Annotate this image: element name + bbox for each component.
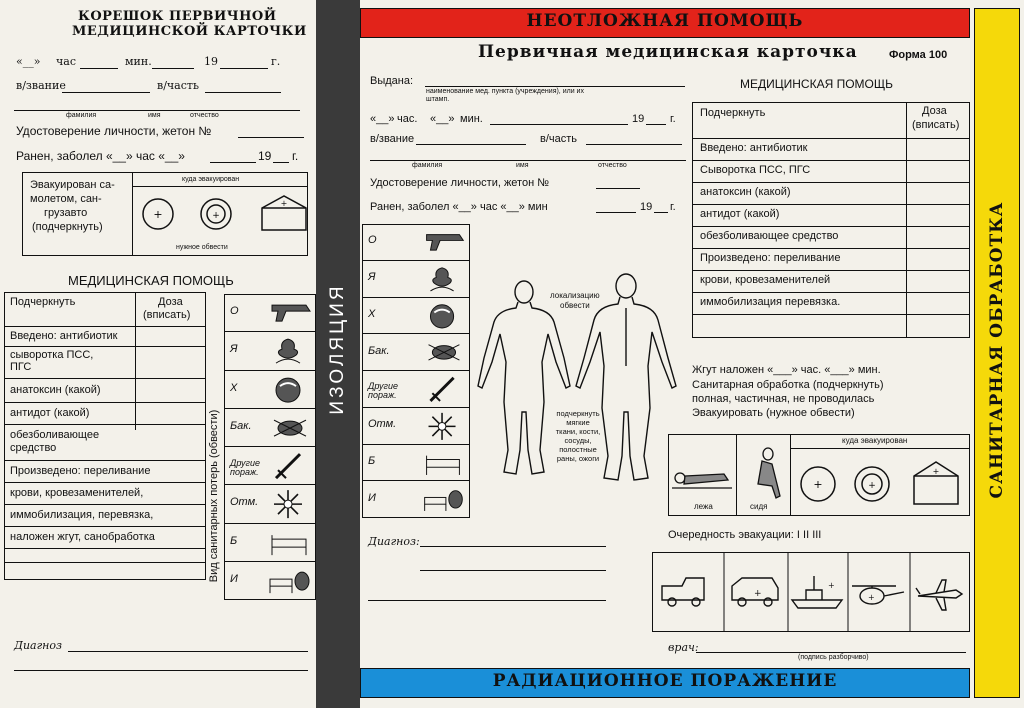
snowflake-icon[interactable]: [266, 486, 312, 522]
pistol-icon[interactable]: [420, 225, 466, 260]
stub-wounded-g: г.: [292, 149, 299, 163]
bed-icon[interactable]: [266, 525, 312, 561]
sanitary-label: САНИТАРНАЯ ОБРАБОТКА: [987, 201, 1007, 499]
bacteria-icon[interactable]: [266, 410, 312, 446]
mushroom-cloud-icon[interactable]: [266, 333, 312, 369]
tourniquet-label: Жгут наложен «___» час. «___» мин.: [692, 364, 881, 376]
stub-row-line-7: [4, 504, 206, 505]
card-label[interactable]: Х: [368, 307, 376, 320]
card-patronymic-label: отчество: [598, 162, 627, 169]
truck-icon[interactable]: [662, 578, 704, 606]
stub-produced-3[interactable]: иммобилизация, перевязка,: [10, 509, 154, 521]
card-med-row-line: [692, 226, 970, 227]
stub-label[interactable]: Отм.: [230, 496, 259, 509]
svg-text:+: +: [813, 478, 823, 491]
card-wounded-g: г.: [670, 201, 676, 213]
card-evac-where: куда эвакуирован: [842, 436, 908, 445]
card-hour-label: час.: [397, 113, 418, 125]
card-id-label: Удостоверение личности, жетон №: [370, 177, 550, 189]
svg-text:+: +: [868, 593, 875, 602]
stub-table-colline: [135, 292, 136, 430]
stub-name-line[interactable]: [14, 110, 300, 111]
card-med-col1: Подчеркнуть: [700, 107, 766, 119]
stub-row: [224, 599, 316, 600]
bed-skull-icon[interactable]: [420, 482, 466, 517]
stub-unit-label: в/часть: [157, 79, 199, 92]
stub-min-label: мин.: [125, 55, 152, 68]
card-row: [362, 444, 470, 445]
underline-note-line: раны, ожоги: [556, 454, 600, 463]
card-year-label: 19: [632, 113, 645, 125]
stub-diagnosis-label: Диагноз: [14, 639, 63, 652]
stub-col2-a: Доза: [158, 296, 183, 308]
underline-note-line: полостные: [559, 445, 597, 454]
sanitary-line-2: полная, частичная, не проводилась: [692, 393, 875, 405]
stub-unit-line[interactable]: [205, 92, 281, 93]
card-evac-icons: [668, 434, 970, 516]
lying-figure-icon[interactable]: [672, 473, 732, 488]
double-circle-plus-icon[interactable]: [201, 199, 231, 229]
double-circle-plus-icon[interactable]: [855, 467, 889, 501]
card-row: [362, 297, 470, 298]
stub-diagnosis-line-2[interactable]: [14, 670, 308, 671]
card-med-row[interactable]: анатоксин (какой): [700, 186, 791, 198]
stub-label[interactable]: О: [230, 305, 239, 318]
chemical-drop-icon[interactable]: [420, 299, 466, 334]
stub-row-line-9: [4, 548, 206, 549]
bacteria-icon[interactable]: [420, 335, 466, 370]
stub-evac-icons: [132, 186, 308, 244]
stub-col2-b: (вписать): [143, 309, 191, 321]
svg-text:+: +: [153, 208, 163, 221]
card-row: [362, 480, 470, 481]
card-med-row[interactable]: Сыворотка ПСС, ПГС: [700, 164, 811, 176]
card-lying-label: лежа: [694, 502, 713, 511]
stub-evac-text-1: Эвакуирован са-: [30, 179, 115, 191]
stub-row: [224, 370, 316, 371]
underline-note-line: подчеркнуть: [556, 409, 600, 418]
stub-wounded-year: 19: [258, 149, 272, 163]
stub-row-3[interactable]: анатоксин (какой): [10, 384, 101, 396]
stub-row-line-2: [4, 378, 206, 379]
stub-row-line-3: [4, 402, 206, 403]
stub-label[interactable]: И: [230, 572, 238, 585]
stub-row-1[interactable]: Введено: антибиотик: [10, 330, 118, 342]
card-wounded-year: 19: [640, 201, 653, 213]
stub-g-label: г.: [271, 55, 281, 68]
airplane-icon[interactable]: [916, 580, 962, 610]
card-med-row-line: [692, 270, 970, 271]
stub-row-4[interactable]: антидот (какой): [10, 407, 90, 419]
card-min-label: мин.: [460, 113, 483, 125]
card-med-row-line: [692, 314, 970, 315]
card-row: [362, 407, 470, 408]
card-surname-label: фамилия: [412, 162, 443, 169]
stub-wounded-line[interactable]: [210, 162, 256, 163]
stub-row: [224, 523, 316, 524]
stub-row: [224, 484, 316, 485]
stub-label[interactable]: Х: [230, 381, 238, 394]
snowflake-icon[interactable]: [420, 409, 466, 444]
stub-col1: Подчеркнуть: [10, 296, 76, 308]
svg-text:+: +: [754, 589, 762, 599]
card-wounded-year-line[interactable]: [654, 212, 668, 213]
card-g-label: г.: [670, 113, 676, 125]
stub-surname-label: фамилия: [66, 112, 97, 119]
card-med-row-line: [692, 292, 970, 293]
svg-text:+: +: [280, 199, 288, 208]
stub-row-2a[interactable]: сыворотка ПСС,: [10, 349, 94, 361]
card-form-number: Форма 100: [889, 49, 948, 61]
stub-row-line-6: [4, 482, 206, 483]
sanitary-line-1: Санитарная обработка (подчеркнуть): [692, 379, 884, 391]
stub-evac-text-3: грузавто: [44, 207, 88, 219]
svg-text:+: +: [932, 467, 940, 476]
stub-row-line-4: [4, 424, 206, 425]
stub-med-title: МЕДИЦИНСКАЯ ПОМОЩЬ: [68, 273, 234, 288]
stub-row: [224, 408, 316, 409]
stub-evac-text-4: (подчеркнуть): [32, 221, 103, 233]
circle-plus-icon[interactable]: [143, 199, 173, 229]
card-diagnosis-line[interactable]: [420, 546, 606, 547]
underline-note-line: мягкие: [566, 418, 590, 427]
dagger-icon[interactable]: [266, 448, 312, 484]
card-med-row[interactable]: обезболивающее средство: [700, 230, 839, 242]
card-label[interactable]: О: [368, 234, 377, 247]
card-row: [362, 260, 470, 261]
issued-line[interactable]: [425, 86, 685, 87]
issued-note-2: штамп.: [426, 96, 450, 103]
dagger-icon[interactable]: [420, 372, 466, 407]
card-med-row-line: [692, 160, 970, 161]
chemical-drop-icon[interactable]: [266, 372, 312, 408]
stub-loss-vertical: Вид санитарных потерь (обвести): [208, 409, 220, 583]
signature-note: (подпись разборчиво): [798, 654, 869, 661]
card-med-row[interactable]: Произведено: переливание: [700, 252, 841, 264]
doctor-label: врач:: [668, 641, 699, 654]
card-med-row[interactable]: антидот (какой): [700, 208, 780, 220]
stub-evac-need: нужное обвести: [176, 244, 228, 251]
ship-icon[interactable]: [792, 576, 842, 608]
card-title: Первичная медицинская карточка: [478, 42, 858, 62]
card-label[interactable]: Бак.: [368, 344, 390, 357]
card-row: [362, 517, 470, 518]
card-med-row-line: [692, 182, 970, 183]
card-id-line[interactable]: [596, 188, 640, 189]
stub-row-line-5: [4, 460, 206, 461]
svg-text:+: +: [868, 481, 876, 491]
bottom-banner-text: РАДИАЦИОННОЕ ПОРАЖЕНИЕ: [492, 671, 838, 691]
stub-date-quote: «__»: [16, 55, 41, 68]
stub-year-line[interactable]: [220, 68, 268, 69]
card-diagnosis-line-3[interactable]: [368, 600, 606, 601]
issued-note-1: наименование мед. пункта (учреждения), или их: [426, 88, 584, 95]
card-med-row[interactable]: Введено: антибиотик: [700, 142, 808, 154]
doctor-line[interactable]: [696, 652, 966, 653]
hospital-house-icon[interactable]: [262, 196, 306, 230]
ambulance-icon[interactable]: [732, 578, 778, 606]
stub-hour-label: час: [56, 55, 76, 68]
card-diagnosis-line-2[interactable]: [420, 570, 606, 571]
localization-note-2: обвести: [560, 301, 590, 310]
stub-rank-label: в/звание: [16, 79, 66, 92]
card-label[interactable]: И: [368, 491, 376, 504]
card-wounded-label: Ранен, заболел «__» час «__» мин: [370, 201, 548, 213]
localization-note-1: локализацию: [550, 291, 600, 300]
card-med-row-line: [692, 204, 970, 205]
stub-title-line2: МЕДИЦИНСКОЙ КАРТОЧКИ: [72, 24, 307, 39]
stub-row-line-8: [4, 526, 206, 527]
stub-evac-where: куда эвакуирован: [182, 176, 240, 183]
stub-label[interactable]: Б: [230, 534, 238, 547]
stub-row: [224, 561, 316, 562]
helicopter-icon[interactable]: [852, 586, 904, 604]
stub-hdr-line: [4, 326, 206, 327]
stub-wounded-year-line[interactable]: [273, 162, 289, 163]
top-banner-text: НЕОТЛОЖНАЯ ПОМОЩЬ: [526, 11, 804, 31]
stub-produced-1[interactable]: Произведено: переливание: [10, 465, 151, 477]
stub-panel: [0, 0, 316, 708]
sitting-figure-icon[interactable]: [758, 448, 780, 498]
stub-label[interactable]: Я: [230, 343, 238, 356]
card-wounded-line[interactable]: [596, 212, 636, 213]
stub-row-2b[interactable]: ПГС: [10, 361, 32, 373]
stub-firstname-label: имя: [148, 112, 161, 119]
stub-wounded-label: Ранен, заболел «__» час «__»: [16, 149, 185, 163]
stub-row-line-1: [4, 346, 206, 347]
stub-row: [224, 331, 316, 332]
card-med-row[interactable]: иммобилизация перевязка.: [700, 296, 841, 308]
hospital-house-icon[interactable]: [914, 462, 958, 504]
card-label[interactable]: Б: [368, 454, 376, 467]
card-sitting-label: сидя: [750, 502, 768, 511]
stub-id-line[interactable]: [238, 137, 304, 138]
stub-row-line-10: [4, 562, 206, 563]
transport-icons: [652, 552, 970, 632]
card-date-quote: «__»: [370, 113, 395, 125]
svg-text:+: +: [828, 581, 835, 590]
card-row: [362, 333, 470, 334]
card-row: [362, 370, 470, 371]
card-min-line[interactable]: [490, 124, 628, 125]
card-rank-line[interactable]: [416, 144, 526, 145]
evacuate-label: Эвакуировать (нужное обвести): [692, 407, 855, 419]
card-year-line[interactable]: [646, 124, 666, 125]
stub-min-line[interactable]: [152, 68, 194, 69]
stub-evac-text-2: молетом, сан-: [30, 193, 102, 205]
card-date-quote-2: «__»: [430, 113, 455, 125]
card-diagnosis-label: Диагноз:: [368, 535, 420, 548]
stub-row-5a[interactable]: обезболивающее: [10, 429, 100, 441]
stub-hour-line[interactable]: [80, 68, 118, 69]
stub-produced-2[interactable]: крови, кровезаменителей,: [10, 487, 144, 499]
mushroom-cloud-icon[interactable]: [420, 262, 466, 297]
stub-row: [224, 446, 316, 447]
card-firstname-label: имя: [516, 162, 529, 169]
svg-text:+: +: [212, 211, 220, 221]
stub-year-label: 19: [204, 55, 218, 68]
card-label[interactable]: Отм.: [368, 418, 397, 431]
stub-diagnosis-line[interactable]: [68, 651, 308, 652]
stub-title-line1: КОРЕШОК ПЕРВИЧНОЙ: [78, 9, 277, 24]
card-med-hdr-line: [692, 138, 970, 139]
card-med-col2b: (вписать): [912, 119, 960, 131]
card-rank-label: в/звание: [370, 133, 415, 145]
card-label[interactable]: Другие пораж.: [368, 381, 398, 401]
card-med-row[interactable]: крови, кровезаменителей: [700, 274, 831, 286]
isolation-label: ИЗОЛЯЦИЯ: [327, 283, 348, 415]
card-med-help: МЕДИЦИНСКАЯ ПОМОЩЬ: [740, 77, 893, 91]
stub-patronymic-label: отчество: [190, 112, 219, 119]
underline-note-line: ткани, кости,: [555, 427, 601, 436]
card-med-col2a: Доза: [922, 105, 947, 117]
issued-label: Выдана:: [370, 75, 414, 87]
stub-id-label: Удостоверение личности, жетон №: [16, 124, 212, 138]
bed-icon[interactable]: [420, 446, 466, 481]
circle-plus-icon[interactable]: [801, 467, 835, 501]
card-unit-label: в/часть: [540, 133, 578, 145]
card-med-row-line: [692, 248, 970, 249]
stub-label[interactable]: Другие пораж.: [230, 458, 260, 478]
underline-note-line: сосуды,: [564, 436, 592, 445]
stub-row-5b[interactable]: средство: [10, 442, 57, 454]
card-label[interactable]: Я: [368, 271, 376, 284]
card-name-line[interactable]: [370, 160, 686, 161]
stub-label[interactable]: Бак.: [230, 419, 252, 432]
pistol-icon[interactable]: [266, 295, 312, 331]
stub-rank-line[interactable]: [62, 92, 150, 93]
stub-produced-4[interactable]: наложен жгут, санобработка: [10, 531, 155, 543]
priority-label: Очередность эвакуации: I II III: [668, 529, 822, 541]
card-unit-line[interactable]: [586, 144, 682, 145]
bed-skull-icon[interactable]: [266, 563, 312, 599]
